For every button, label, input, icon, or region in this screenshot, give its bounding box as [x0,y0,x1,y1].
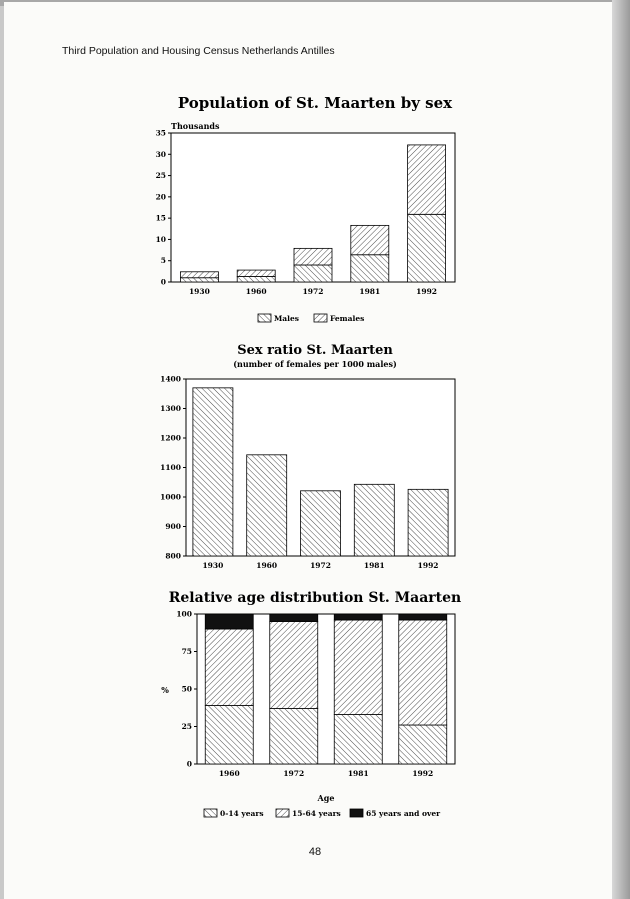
chart-age-distribution [161,610,455,819]
c1-ytick-label: 20 [155,192,166,202]
c2-ytick-label: 800 [165,551,181,561]
chart2-title: Sex ratio St. Maarten [237,343,393,358]
c3-ytick-label: 100 [176,609,192,619]
c3-bar-1981-0-14-years [334,715,382,765]
c1-bar-1992-females [408,145,446,214]
c2-bar-1981 [354,484,394,556]
c2-ytick-label: 1100 [160,463,181,472]
c3-xtick-label: 1972 [283,769,305,778]
c2-xtick-label: 1981 [363,561,385,570]
chart-sex-ratio [160,375,455,571]
c1-bar-1972-females [294,248,332,265]
c3-bar-1981-65-years-and-over [334,614,382,620]
c1-ytick-label: 30 [155,149,166,159]
c3-legend-label: 65 years and over [366,809,441,818]
c3-bar-1960-65-years-and-over [205,614,253,629]
c1-bar-1981-females [351,225,389,254]
c1-legend-swatch [314,314,327,322]
c1-ytick-label: 5 [160,256,166,266]
c1-ytick-label: 0 [160,277,166,287]
c1-legend-label: Males [274,314,300,323]
c3-xtick-label: 1981 [347,769,369,778]
c3-bar-1981-15-64-years [334,620,382,715]
c1-legend-label: Females [330,314,365,323]
c2-ytick-label: 1000 [160,492,181,502]
c3-bar-1960-15-64-years [205,629,253,706]
c2-bar-1960 [247,455,287,556]
c3-ytick-label: 0 [186,759,192,769]
c1-xtick-label: 1960 [245,287,267,296]
c1-ytick-label: 15 [155,213,166,223]
c3-ytick-label: 50 [181,684,192,694]
c1-ytick-label: 10 [155,234,166,244]
c3-bar-1992-65-years-and-over [399,614,447,620]
c3-bar-1972-65-years-and-over [270,614,318,622]
c2-ytick-label: 1300 [160,404,181,413]
c1-bar-1960-females [237,270,275,276]
c3-ylabel: % [161,685,169,695]
c1-legend-swatch [258,314,271,322]
c2-bar-1992 [408,489,448,556]
c1-bar-1930-males [180,278,218,282]
c1-ytick-label: 25 [155,171,166,181]
c1-xtick-label: 1972 [302,287,324,296]
c1-xtick-label: 1930 [188,287,210,296]
c2-ytick-label: 900 [165,522,181,531]
c3-bar-1992-0-14-years [399,725,447,764]
c3-bar-1972-15-64-years [270,622,318,709]
c2-bar-1930 [193,388,233,556]
c3-legend-swatch [204,809,217,817]
c3-legend-swatch [276,809,289,817]
c2-xtick-label: 1992 [417,561,439,570]
running-head: Third Population and Housing Census Netherlands Antilles [62,45,335,57]
c2-ytick-label: 1200 [160,433,181,443]
chart2-subtitle: (number of females per 1000 males) [233,359,397,369]
c1-ytick-label: 35 [155,128,166,138]
c1-bar-1930-females [180,272,218,278]
c3-legend-label: 0-14 years [220,809,264,818]
chart1-title: Population of St. Maarten by sex [177,94,453,112]
c2-bar-1972 [301,491,341,556]
c1-bar-1960-males [237,276,275,282]
c3-bar-1992-15-64-years [399,620,447,725]
c1-xtick-label: 1981 [359,287,381,296]
c3-ytick-label: 25 [181,722,192,731]
c1-bar-1981-males [351,255,389,282]
c1-ylabel: Thousands [171,121,220,131]
c3-xlabel: Age [317,793,335,803]
c3-legend-swatch [350,809,363,817]
c3-xtick-label: 1960 [218,769,240,778]
c1-xtick-label: 1992 [416,287,438,296]
c2-ytick-label: 1400 [160,374,181,384]
c1-bar-1972-males [294,265,332,282]
page-number: 48 [308,846,322,858]
chart3-title: Relative age distribution St. Maarten [168,590,462,606]
c2-xtick-label: 1930 [202,561,224,570]
c3-legend-label: 15-64 years [292,809,341,818]
c3-ytick-label: 75 [181,647,192,656]
chart-population-by-sex [156,121,455,323]
c3-xtick-label: 1992 [412,769,434,778]
c2-xtick-label: 1972 [310,561,331,570]
c1-bar-1992-males [408,214,446,282]
c2-xtick-label: 1960 [256,561,278,570]
c3-bar-1972-0-14-years [270,709,318,765]
c3-bar-1960-0-14-years [205,706,253,765]
